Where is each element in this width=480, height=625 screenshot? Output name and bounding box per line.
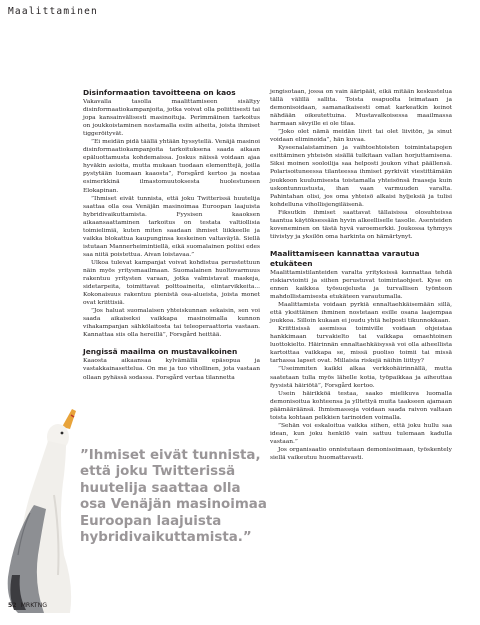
article-right-column (270, 88, 452, 462)
paragraph: Maalittamistilanteiden varalta yrityksissä kannattaa tehdä riskiarviointi ja siihen perustuvat toimintaohjeet. Kyse on ennen kaikkea työsuojelusta ja turvallisen työnteon mahdollistamisesta etukäteen varautumalla. (270, 269, 452, 301)
pull-quote-line: ”Ihmiset eivät tunnista, (80, 448, 261, 463)
subheading-gang: Jengissä maailma on mustavalkoinen (83, 347, 238, 357)
paragraph: Vakavalla tasolla maalittamiseen sisältyy disinformaatiokampanjoita, jotka voivat olla poliittisesti tai jopa kansainvälisesti masinoituja. Perimmäinen tarkoitus on joukkoistaminen nostamalla esiin aiheita, joista ihmiset tiggeröityvät. (83, 99, 260, 138)
paragraph: Maalittamista voidaan pyrkiä ennaltaehkäisemään sillä, että yksittäinen ihminen nostetaan esille osana laajempaa joukkoa. Silloin kukaan ei joudu yhtä helposti tikunnokkaan. (270, 302, 452, 325)
pull-quote-line: huutelija saattaa olla (80, 480, 241, 496)
seagull-illustration (0, 405, 92, 615)
paragraph: ”Jos haluat suomalaisen yhteiskunnan sekaisin, sen voi saada aikaiseksi vaikkapa masinoimalla kunnon vihakampanjan sähkölaitosta tai teleoperaattoria vastaan. Kannattaa siis olla hereillä”, Forsgård heittää. (83, 308, 260, 339)
pull-quote-line: hybridivaikuttamista.” (80, 530, 252, 546)
section-label: Maalittaminen (8, 6, 98, 17)
paragraph: ”Sehän voi eskaloitua vaikka siihen, että joku hullu saa idean, kun joku henkilö vain sattuu tulemaan kadulla vastaan.” (270, 422, 452, 445)
paragraph: ”Ihmiset eivät tunnista, että joku Twitterissä huutelija saattaa olla osa Venäjän masinoimaa Euroopan laajuista hybridivaikuttamista. Fyysisen kaaoksen aikaansaattaminen tarkoitus on testata valtiollisia toimielimiä, kuten miten saadaan ihmiset liikkeelle ja vaikka blokattua kaupunginsa keskeinen valtaväylä. Siellä istutaan Mannerheimintiellä, eikä suomalainen poliisi edes saa niitä poistettua. Aivan loistavaa.” (83, 195, 260, 258)
magazine-name: MRKTNG (20, 602, 48, 609)
paragraph: Fiksutkin ihmiset saattavat tällaisissa olosuhteissa taantua käytöksessään hyvin alkeelliselle tasolle. Asenteiden koveneminen on tästä hyvä varoemerkki. Joukossa tyhmyys tiivistyy ja yksilön oma harkinta on hämärtynyt. (270, 209, 452, 240)
pull-quote-line: osa Venäjän masinoimaa (80, 497, 267, 513)
pull-quote-line: Euroopan laajuista (80, 513, 222, 529)
paragraph: jengisotaan, jossa on vain ääripäät, eikä mitään keskustelua tällä välillä sallita. Toista osapuolta leimataan ja demonisoidaan, samanaikaisesti omat karkeatkin keinot nähdään oikeutettuina. Mustavalkoisessa maailmassa harmaan sävyille ei ole tilaa. (270, 89, 452, 128)
paragraph: ”Useimmiten kaikki alkaa verkkohäirinnällä, mutta saatetaan tulla myös lähelle kotia, työpaikkaa ja aiheuttaa fyysistä häiriötä”, Forsgård kertoo. (270, 366, 452, 389)
subheading-disinformation: Disinformaation tavoitteena on kaos (83, 88, 236, 97)
paragraph: Kriittisissä asemissa toimiville voidaan ohjeistaa hankkimaan turvakielto tai vaikkapa omaehtoinen luottokielto. Häirinnän ennaltaehkäisyssä voi olla aiheellista kartoittaa vaikkapa se, missä puoliso toimii tai missä tarhassa lapset ovat. Millaisia riskejä näihin liittyy? (270, 326, 452, 365)
pull-quote-line: että joku Twitterissä (80, 464, 236, 480)
paragraph: Jos organisaatio onnistutaan demonisoimaan, työskentely siellä vaikeutuu huomattavasti. (270, 446, 452, 461)
subheading-prepare: Maalittamiseen kannattaa varautua etukäteen (270, 248, 420, 268)
paragraph: Usein häirikköä testaa, saako mielikuva luomalla demonisoitua kohteensa ja ylltettyä muita taakseen ajamaan päämääräänsä. Ihmismassoja voidaan saada raivon valtaan toista kohtaan pelkkien tarinoiden voimalla. (270, 390, 452, 421)
paragraph: Kyseenalaistaminen ja vaihtoehtoisten toimintatapojen esittäminen yhteisön sisällä tulkitaan vallan horjuttamisena. Siksi moinen sooloilija saa helposti joukon vihat päällensä. Polarisoituneessa tilanteessa ihmiset pyrkivät viestittämään joukkoon kuulumisesta toistamalla yhteisönsä fraaseja kuin uskontunnustusta, ihan vaan varmuuden varalta. Pahintahan olisi, jos oma yhteisö alkaisi hyljeksiä ja tulisi kohdelluna vihollisjengiläisenä. (270, 145, 452, 208)
paragraph: Ulkoa tulevat kampanjat voivat kohdistua perustettuun näin myös yritysmaailmaan. Suomalainen huoltovarmuus rakentuu yritysten varaan, jotka valmistavat maskeja, sidetarpeita, toimittavat polttoaineita, elintarvikkeita... Kokonaisuus rakentuu pienistä osa-alueista, joista monet ovat kriittisiä. (83, 259, 260, 307)
paragraph: Kaaosta aikaansaa kylvämällä epäsopua ja vastakkainasettelua. On me ja tuo vihollinen, jota vastaan ollaan pyhässä sodassa. Forsgård vertaa tilannetta (83, 358, 260, 381)
pull-quote (80, 448, 276, 546)
page-number: 52 (8, 602, 17, 609)
paragraph: ”Joko olet nämä meidän liivit tai olet liivitön, ja sinut voidaan eliminoida”, hän kuvaa. (270, 129, 452, 144)
page-footer (8, 602, 47, 609)
paragraph: ”Ei meidän pidä täällä yhtään hyssytellä. Venäjä masinoi disinformaatiokampanjoita tarkoituksena saada aikaan epäluottamusta kohdemaissa. Joskus näissä voidaan ajaa hyväkin asioita, mutta mukaan tuodaan elementtejä, joilla pystytään luomaan kaaosta”, Forsgård kertoo ja nostaa esimerkkinä ilmastomuutoksesta huolestuneen Elokapinan. (83, 139, 260, 194)
article-left-column (83, 88, 260, 382)
